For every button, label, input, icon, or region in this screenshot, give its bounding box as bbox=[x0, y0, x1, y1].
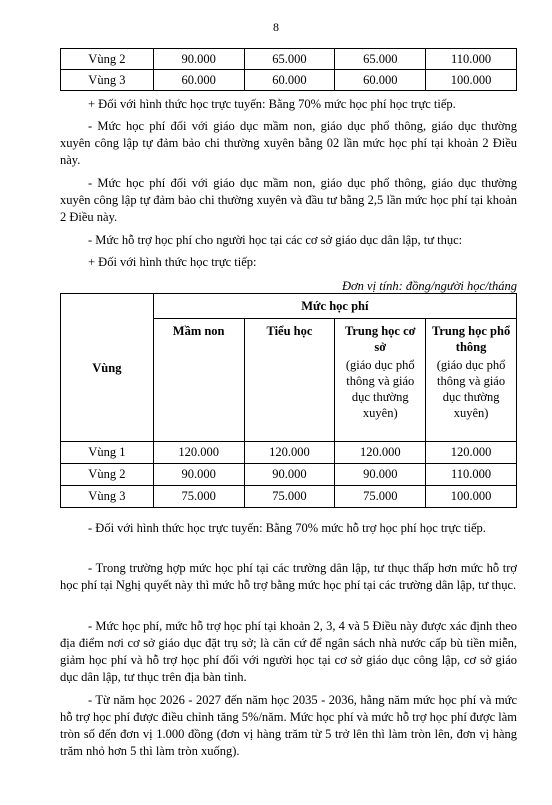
table-row bbox=[61, 464, 517, 486]
table-cell: 120.000 bbox=[244, 442, 335, 464]
table-cell: 75.000 bbox=[335, 486, 426, 508]
table-cell: Vùng 2 bbox=[61, 464, 154, 486]
table-cell: 60.000 bbox=[244, 70, 335, 91]
table-cell: Vùng 3 bbox=[61, 70, 154, 91]
table-row bbox=[61, 442, 517, 464]
table-cell: Vùng 3 bbox=[61, 486, 154, 508]
unit-note: Đơn vị tính: đồng/người học/tháng bbox=[341, 279, 517, 293]
header-group: Mức học phí bbox=[153, 294, 516, 319]
header-col bbox=[153, 319, 244, 442]
header-note: (giáo dục phổ thông và giáo dục thường xuyên) bbox=[345, 358, 415, 420]
page-number: 8 bbox=[273, 20, 279, 34]
paragraph: - Đối với hình thức học trực tuyến: Bằng 70% mức hỗ trợ học phí học trực tiếp. bbox=[88, 521, 486, 535]
header-col bbox=[244, 319, 335, 442]
paragraph: - Trong trường hợp mức học phí tại các trường dân lập, tư thục thấp hơn mức hỗ trợ học phí tại Nghị quyết này thì mức hỗ trợ bằng mức học phí tại các trường dân lập, tư thục. bbox=[60, 561, 517, 592]
paragraph: - Mức hỗ trợ học phí cho người học tại các cơ sở giáo dục dân lập, tư thục: bbox=[88, 233, 463, 247]
table-cell: 60.000 bbox=[153, 70, 244, 91]
header-title: Trung học phổ thông bbox=[431, 324, 511, 354]
paragraph: - Mức học phí đối với giáo dục mầm non, giáo dục phổ thông, giáo dục thường xuyên công lập tự đảm bảo chi thường xuyên bằng 02 lần mức học phí tại khoản 2 Điều này. bbox=[60, 119, 517, 167]
header-title: Tiểu học bbox=[266, 324, 313, 338]
header-col bbox=[335, 319, 426, 442]
table-cell: Vùng 2 bbox=[61, 49, 154, 70]
table-cell: 100.000 bbox=[426, 486, 517, 508]
table-cell: 120.000 bbox=[153, 442, 244, 464]
table-cell: 90.000 bbox=[335, 464, 426, 486]
table-cell: Vùng 1 bbox=[61, 442, 154, 464]
table-cell: 65.000 bbox=[244, 49, 335, 70]
table-row bbox=[61, 70, 517, 91]
table-cell: 90.000 bbox=[153, 464, 244, 486]
table-cell: 110.000 bbox=[426, 464, 517, 486]
table-row bbox=[61, 486, 517, 508]
header-region: Vùng bbox=[61, 294, 154, 442]
table-cell: 90.000 bbox=[244, 464, 335, 486]
table-cell: 120.000 bbox=[335, 442, 426, 464]
paragraph: - Mức học phí, mức hỗ trợ học phí tại khoản 2, 3, 4 và 5 Điều này được xác định theo địa điểm nơi cơ sở giáo dục đặt trụ sở; là căn cứ để ngân sách nhà nước cấp bù tiền miễn, giảm học phí và hỗ trợ học phí đối với người học tại cơ sở giáo dục công lập, cơ sở giáo dục dân lập, tư thục trên địa bàn tỉnh. bbox=[60, 619, 517, 684]
header-col bbox=[426, 319, 517, 442]
table-cell: 65.000 bbox=[335, 49, 426, 70]
paragraph: - Từ năm học 2026 - 2027 đến năm học 2035 - 2036, hằng năm mức học phí và mức hỗ trợ học phí được điều chỉnh tăng 5%/năm. Mức học phí và mức hỗ trợ học phí được làm tròn số đến đơn vị 1.000 đồng (đơn vị hàng trăm từ 5 trở lên thì làm tròn lên, đơn vị hàng trăm nhỏ hơn 5 thì làm tròn xuống). bbox=[60, 693, 517, 758]
table-cell: 60.000 bbox=[335, 70, 426, 91]
table-cell: 110.000 bbox=[426, 49, 517, 70]
fee-table-continued bbox=[60, 48, 517, 91]
paragraph: + Đối với hình thức học trực tuyến: Bằng 70% mức học phí học trực tiếp. bbox=[88, 97, 456, 111]
table-cell: 75.000 bbox=[244, 486, 335, 508]
table-row bbox=[61, 49, 517, 70]
table-cell: 120.000 bbox=[426, 442, 517, 464]
header-note: (giáo dục phổ thông và giáo dục thường xuyên) bbox=[436, 358, 506, 420]
table-cell: 100.000 bbox=[426, 70, 517, 91]
paragraph: - Mức học phí đối với giáo dục mầm non, giáo dục phổ thông, giáo dục thường xuyên công lập tự đảm bảo chi thường xuyên và đầu tư bằng 2,5 lần mức học phí tại khoản 2 Điều này. bbox=[60, 176, 517, 224]
header-title: Trung học cơ sở bbox=[344, 324, 416, 354]
fee-support-table bbox=[60, 293, 517, 508]
table-cell: 90.000 bbox=[153, 49, 244, 70]
header-title: Mầm non bbox=[172, 324, 225, 338]
table-cell: 75.000 bbox=[153, 486, 244, 508]
table-header-row bbox=[61, 294, 517, 319]
paragraph: + Đối với hình thức học trực tiếp: bbox=[88, 255, 257, 269]
